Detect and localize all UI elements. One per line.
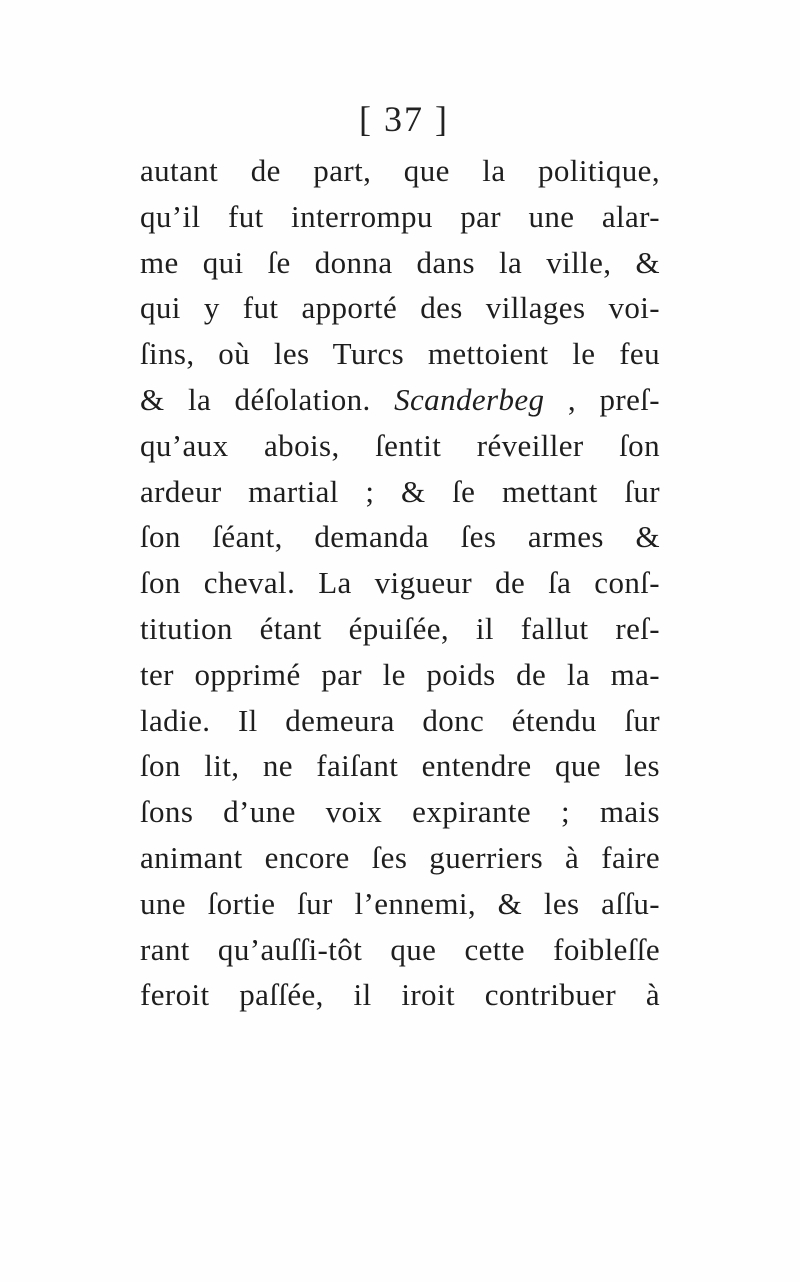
- text-line-4: qui y fut apporté des villages voi-: [140, 290, 660, 326]
- text-line-1: autant de part, que la politique,: [140, 153, 660, 188]
- text-line-10: ſon cheval. La vigueur de ſa conſ-: [140, 565, 660, 601]
- text-line-19: feroit paſſée, il iroit contribuer à: [140, 977, 660, 1013]
- text-line-14: ſon lit, ne faiſant entendre que les: [140, 748, 660, 784]
- text-line-7: qu’aux abois, ſentit réveiller ſon: [140, 427, 660, 463]
- text-line-16: animant encore ſes guerriers à faire: [140, 839, 660, 875]
- text-line-6-start: & la déſolation.: [140, 381, 371, 417]
- text-line-15: ſons d’une voix expirante ; mais: [140, 794, 660, 830]
- text-line-2: qu’il fut interrompu par une alar-: [140, 198, 660, 234]
- person-name-scanderbeg: Scanderbeg: [394, 381, 545, 417]
- text-line-5: ſins, où les Turcs mettoient le feu: [140, 336, 660, 372]
- page-number: [ 37 ]: [359, 99, 449, 139]
- text-line-8: ardeur martial ; & ſe mettant ſur: [140, 473, 660, 509]
- text-line-18: rant qu’auſſi-tôt que cette foibleſſe: [140, 931, 660, 967]
- body-text: [140, 148, 660, 1018]
- text-line-12: ter opprimé par le poids de la ma-: [140, 656, 660, 692]
- text-line-13: ladie. Il demeura donc étendu ſur: [140, 702, 660, 738]
- text-line-6-end: , preſ-: [567, 381, 660, 417]
- text-line-17: une ſortie ſur l’ennemi, & les aſſu-: [140, 885, 660, 921]
- text-line-3: me qui ſe donna dans la ville, &: [140, 244, 660, 280]
- text-line-9: ſon ſéant, demanda ſes armes &: [140, 519, 660, 555]
- text-line-11: titution étant épuiſée, il fallut reſ-: [140, 610, 660, 646]
- text-line-6: [140, 377, 660, 423]
